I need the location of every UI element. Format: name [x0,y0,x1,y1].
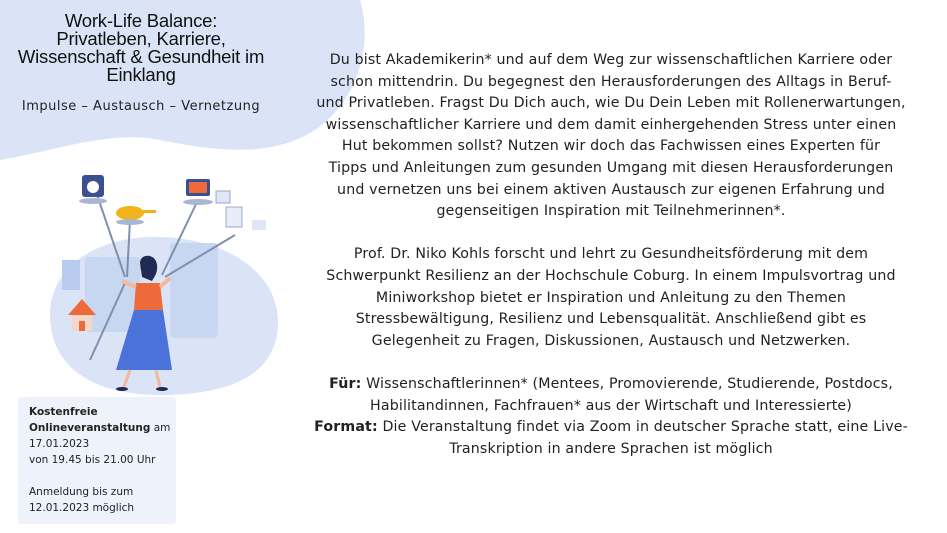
text-line: Tipps und Anleitungen zum gesunden Umgang mit diesen Herausforderungen [328,159,894,176]
documents-icon [216,191,266,230]
juggling-woman-illustration [30,165,290,415]
info-free: Kostenfreie [29,406,98,418]
info-online: Onlineveranstaltung [29,422,151,434]
audience-section [290,374,932,417]
event-subtitle: Impulse – Austausch – Vernetzung [21,99,261,114]
format-section [290,417,932,460]
text-line: Gelegenheit zu Fragen, Diskussionen, Austausch und Netzwerken. [371,332,851,349]
washing-machine-icon [79,175,107,204]
info-date: 17.01.2023 [29,438,90,450]
text-line: gegenseitigen Inspiration mit Teilnehmerinnen*. [436,203,786,220]
format-label: Format: [314,419,378,436]
info-time: von 19.45 bis 21.00 Uhr [29,454,156,466]
title-line: Einklang [106,64,176,85]
info-am: am [153,422,171,434]
title-line: Privatleben, Karriere, [56,28,226,49]
description-text [290,50,932,460]
format-text: Die Veranstaltung findet via Zoom in deutscher Sprache statt, eine Live- [382,419,908,436]
text-line: wissenschaftlicher Karriere und dem damit einhergehenden Stress unter einen [325,116,897,133]
info-registration: Anmeldung bis zum [29,486,134,498]
audience-text: Wissenschaftlerinnen* (Mentees, Promovierende, Studierende, Postdocs, [366,375,893,392]
title-line: Work-Life Balance: [64,10,218,31]
text-line: Miniworkshop bietet er Inspiration und Anleitung zu den Themen [375,289,847,306]
laptop-icon [183,179,213,205]
audience-label: Für: [329,375,362,392]
speaker-paragraph [290,244,932,352]
text-line: Prof. Dr. Niko Kohls forscht und lehrt zu Gesundheitsförderung mit dem [353,246,869,263]
event-title [0,12,282,84]
title-line: Wissenschaft & Gesundheit im [17,46,265,67]
text-line: Hut bekommen sollst? Nutzen wir doch das Fachwissen eines Experten für [341,138,881,155]
text-line: schon mittendrin. Du begegnest den Herausforderungen des Alltags in Beruf- [330,73,892,90]
text-line: und Privatleben. Fragst Du Dich auch, wie Du Dein Leben mit Rollenerwartungen, [316,95,906,112]
info-registration-date: 12.01.2023 möglich [29,502,135,514]
audience-text-2: Habilitandinnen, Fachfrauen* aus der Wirtschaft und Interessierte) [370,397,852,414]
format-text-2: Transkription in andere Sprachen ist möglich [449,440,773,457]
frying-pan-icon [116,206,156,225]
event-info [29,404,177,516]
text-line: Du bist Akademikerin* und auf dem Weg zur wissenschaftlichen Karriere oder [329,52,893,68]
text-line: Schwerpunkt Resilienz an der Hochschule Coburg. In einem Impulsvortrag und [326,267,896,284]
intro-paragraph [290,50,932,223]
text-line: Stressbewältigung, Resilienz und Lebensqualität. Anschließend gibt es [355,311,867,328]
text-line: und vernetzen uns bei einem aktiven Austausch zur eigenen Erfahrung und [337,181,885,198]
